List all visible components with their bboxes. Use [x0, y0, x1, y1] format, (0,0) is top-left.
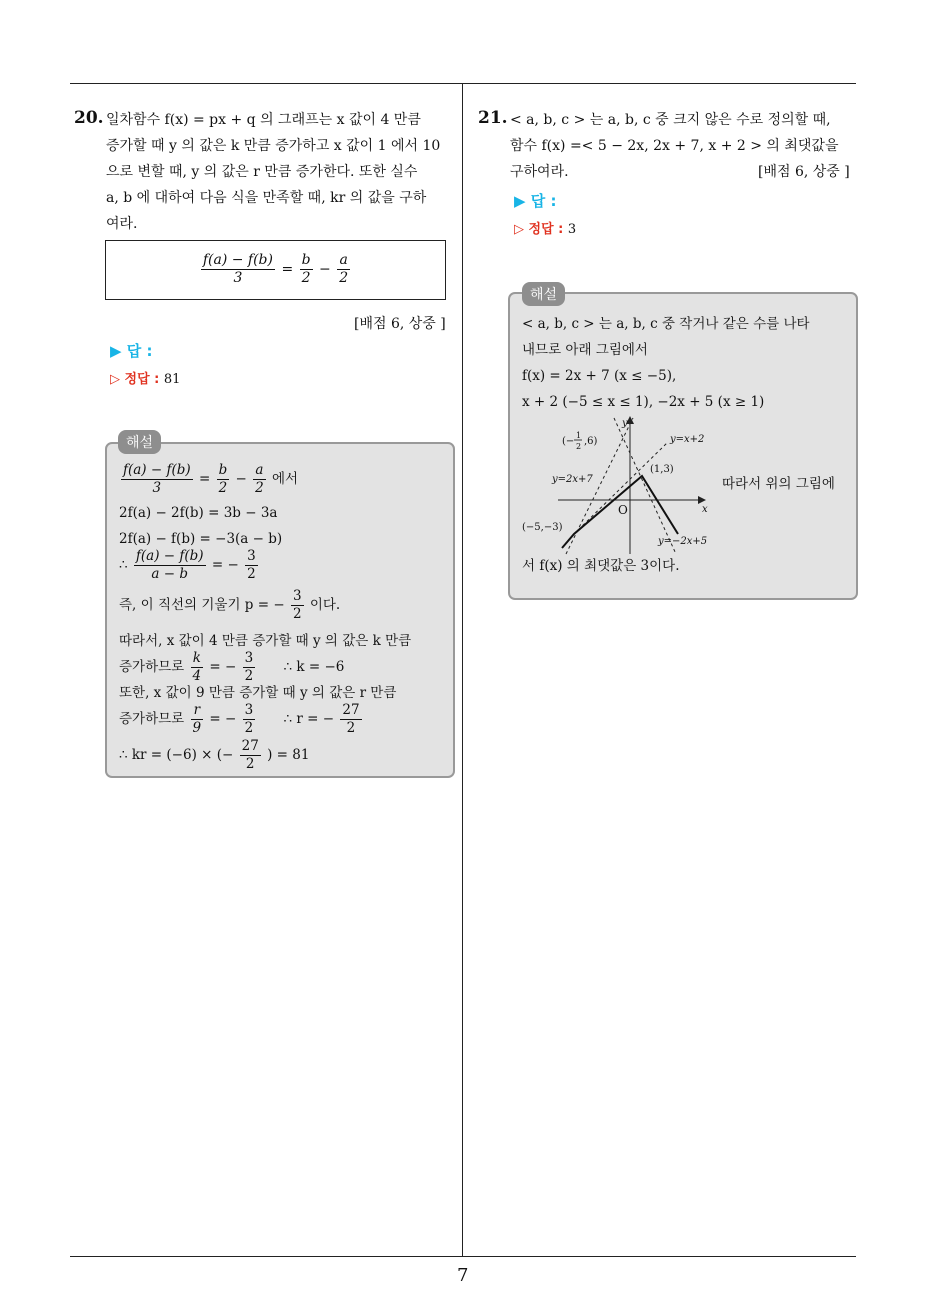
origin-label: O	[618, 503, 628, 517]
solution-line: 따라서, x 값이 4 만큼 증가할 때 y 의 값은 k 만큼	[119, 633, 412, 649]
solution-line: 2f(a) − 2f(b) = 3b − 3a	[119, 505, 278, 521]
point-label-top: (−	[562, 436, 575, 447]
point-label-1-3: (1,3)	[650, 464, 674, 475]
piecewise-graph	[518, 414, 728, 560]
solution-line: ∴ kr = (−6) × (− $\frac{27}{2}$ ) = 81	[119, 738, 310, 772]
line-label-x-plus-2: y=x+2	[670, 434, 705, 445]
solution-line: 내므로 아래 그림에서	[522, 342, 648, 358]
score-info: [배점 6, 상중 ]	[758, 164, 850, 180]
question-text-line: 여라.	[106, 216, 138, 232]
x-arrow	[698, 496, 706, 504]
question-number: 21.	[478, 108, 508, 128]
y-axis-label: y	[622, 418, 628, 429]
solution-line: 또한, x 값이 9 만큼 증가할 때 y 의 값은 r 만큼	[119, 685, 397, 701]
question-text-line: 으로 변할 때, y 의 값은 r 만큼 증가한다. 또한 실수	[106, 164, 418, 180]
solution-tab: 해설	[522, 282, 565, 306]
score-info: [배점 6, 상중 ]	[354, 316, 446, 332]
solution-line: 증가하므로 $\frac{r}{9}$ = − $\frac{3}{2}$ ∴ r = − $\frac{27}{2}$	[119, 702, 360, 736]
question-text-line: 구하여라.	[510, 164, 569, 180]
given-equation-box	[105, 240, 446, 300]
solution-box	[508, 292, 858, 600]
bottom-rule	[70, 1256, 856, 1257]
solution-tab: 해설	[118, 430, 161, 454]
given-equation: $\frac{f(a) - f(b)}{3}$ = $\frac{b}{2}$ − $\frac{a}{2}$	[202, 252, 349, 286]
point-label-top-num: 1	[576, 431, 582, 440]
dashed-line-x	[574, 442, 668, 534]
solution-line: 증가하므로 $\frac{k}{4}$ = − $\frac{3}{2}$ ∴ k = −6	[119, 650, 345, 684]
solution-line: $\frac{f(a) - f(b)}{3}$ = $\frac{b}{2}$ − $\frac{a}{2}$ 에서	[123, 462, 299, 496]
solution-line: 따라서 위의 그림에	[722, 476, 835, 492]
point-label-top-den: 2	[576, 442, 582, 451]
top-rule	[70, 83, 856, 84]
question-text-line: 증가할 때 y 의 값은 k 만큼 증가하고 x 값이 1 에서 10	[106, 138, 441, 154]
question-text-line: 함수 f(x) =< 5 − 2x, 2x + 7, x + 2 > 의 최댓값을	[510, 138, 839, 154]
solution-line: < a, b, c > 는 a, b, c 중 작거나 같은 수를 나타	[522, 316, 810, 332]
page-number: 7	[457, 1265, 469, 1286]
solution-line: ∴ $\frac{f(a) - f(b)}{a - b}$ = − $\frac{3}{2}$	[119, 548, 256, 582]
point-label-top-rest: ,6)	[584, 436, 598, 447]
correct-answer: ▷ 정답 : 81	[110, 372, 181, 387]
solution-line: x + 2 (−5 ≤ x ≤ 1), −2x + 5 (x ≥ 1)	[522, 394, 765, 410]
answer-label: ▶ 답 :	[514, 192, 557, 210]
question-text-line: < a, b, c > 는 a, b, c 중 크지 않은 수로 정의할 때,	[510, 112, 831, 128]
point-label-neg5-neg3: (−5,−3)	[522, 522, 563, 533]
line-label-2x-plus-7: y=2x+7	[552, 474, 593, 485]
solution-line: f(x) = 2x + 7 (x ≤ −5),	[522, 368, 677, 384]
line-label-neg2x-plus-5: y=−2x+5	[658, 536, 708, 547]
answer-label: ▶ 답 :	[110, 342, 153, 360]
solution-line: 2f(a) − f(b) = −3(a − b)	[119, 531, 283, 547]
solution-line: 즉, 이 직선의 기울기 p = − $\frac{3}{2}$ 이다.	[119, 588, 341, 622]
question-text-line: 일차함수 f(x) = px + q 의 그래프는 x 값이 4 만큼	[106, 112, 421, 128]
solution-box	[105, 442, 455, 778]
column-divider	[462, 83, 463, 1257]
correct-answer: ▷ 정답 : 3	[514, 222, 577, 237]
question-text-line: a, b 에 대하여 다음 식을 만족할 때, kr 의 값을 구하	[106, 190, 427, 206]
question-number: 20.	[74, 108, 104, 128]
solution-line: 서 f(x) 의 최댓값은 3이다.	[522, 558, 680, 574]
x-axis-label: x	[702, 504, 708, 515]
